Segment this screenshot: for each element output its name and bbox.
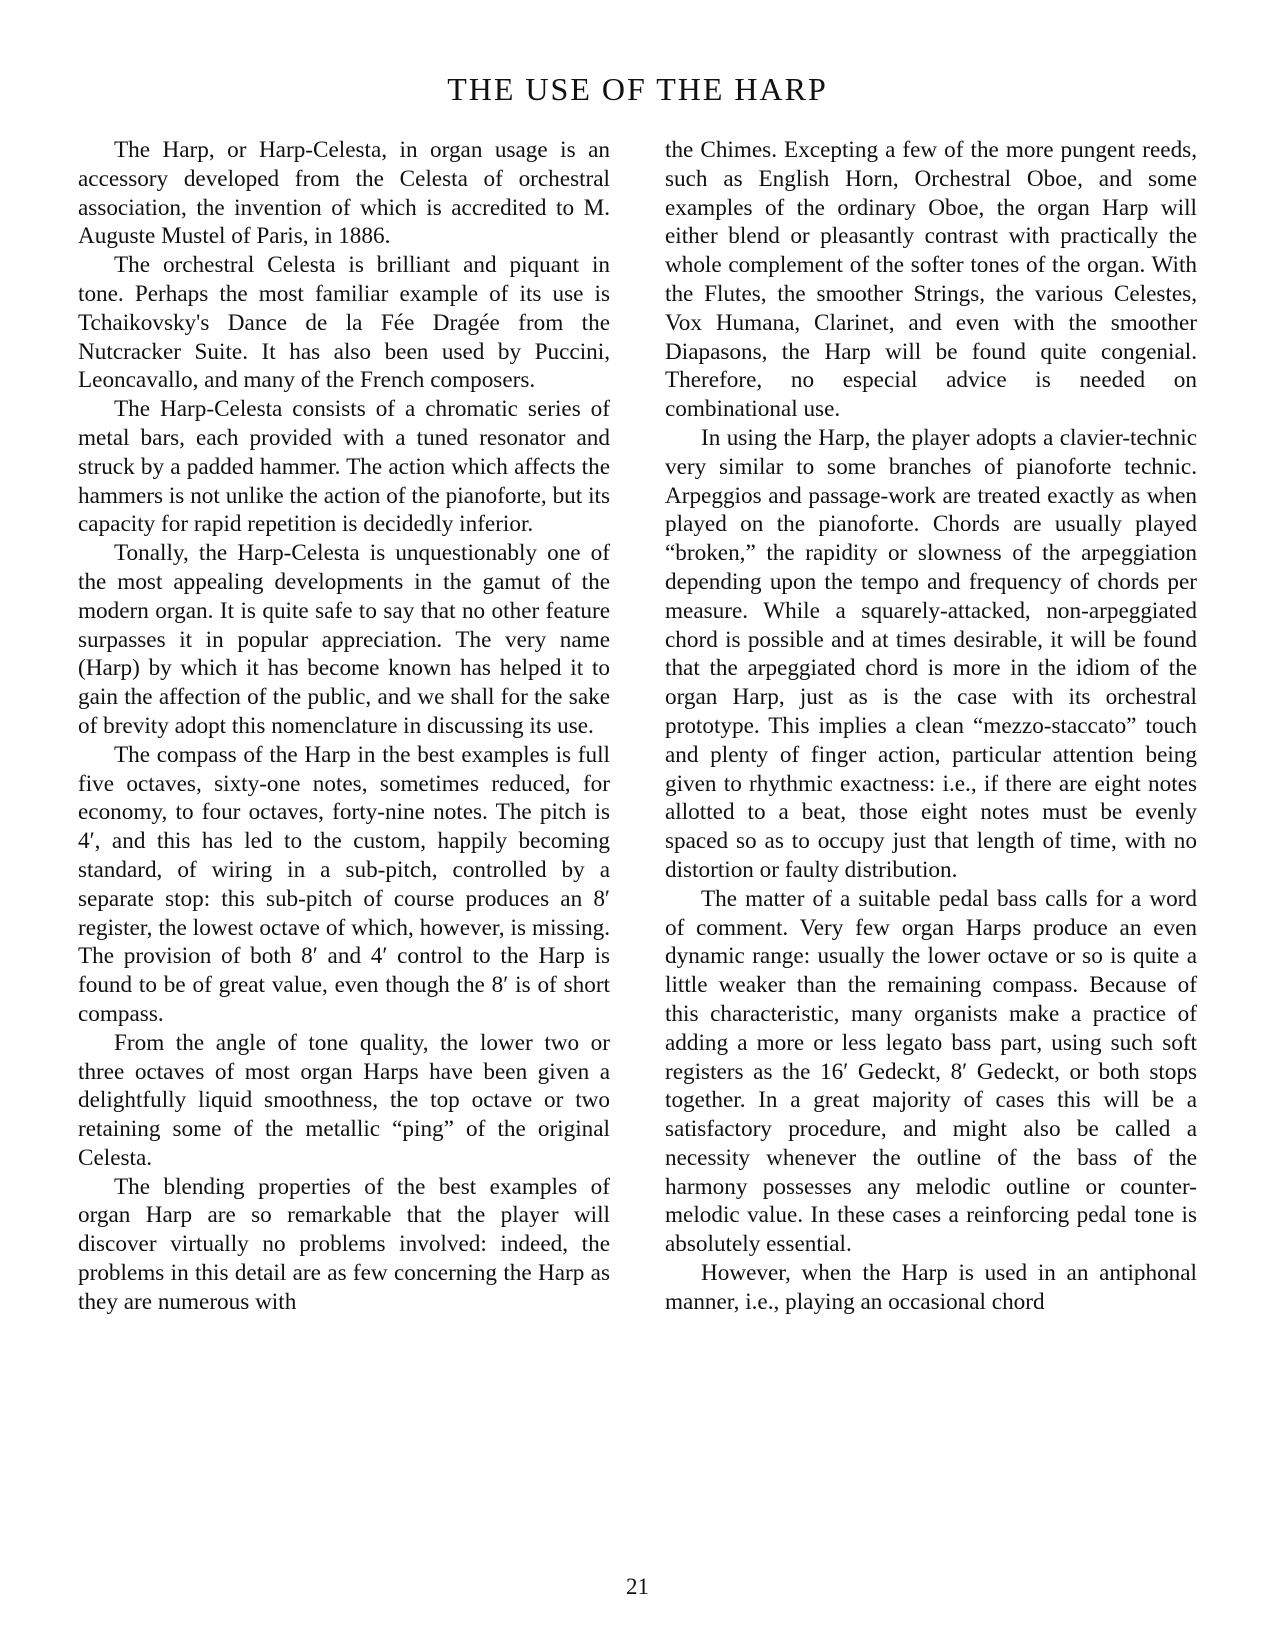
paragraph: Tonally, the Harp-Celesta is unquestionably one of the most appealing developments in the gamut of the modern organ. It is quite safe to say that no other feature surpasses it in popular appreciation. The very name (Harp) by which it has become known has helped it to gain the affection of the public, and we shall for the sake of brevity adopt this nomenclature in discussing its use.	[78, 540, 610, 739]
paragraph: From the angle of tone quality, the lower two or three octaves of most organ Harps have been given a delightfully liquid smoothness, the top octave or two retaining some of the metallic “ping” of the original Celesta.	[78, 1029, 610, 1171]
right-column	[665, 136, 1197, 1317]
paragraph: The compass of the Harp in the best examples is full five octaves, sixty-one notes, sometimes reduced, for economy, to four octaves, forty-nine notes. The pitch is 4′, and this has led to the custom, happily becoming standard, of wiring in a sub-pitch, controlled by a separate stop: this sub-pitch of course produces an 8′ register, the lowest octave of which, however, is missing. The provision of both 8′ and 4′ control to the Harp is found to be of great value, even though the 8′ is of short compass.	[78, 741, 610, 1027]
paragraph: The orchestral Celesta is brilliant and piquant in tone. Perhaps the most familiar example of its use is Tchaikovsky's Dance de la Fée Dragée from the Nutcracker Suite. It has also been used by Puccini, Leoncavallo, and many of the French composers.	[78, 252, 610, 394]
paragraph: In using the Harp, the player adopts a clavier-technic very similar to some branches of pianoforte technic. Arpeggios and passage-work are treated exactly as when played on the pianoforte. Chords are usually played “broken,” the rapidity or slowness of the arpeggiation depending upon the tempo and frequency of chords per measure. While a squarely-attacked, non-arpeggiated chord is possible and at times desirable, it will be found that the arpeggiated chord is more in the idiom of the organ Harp, just as is the case with its orchestral prototype. This implies a clean “mezzo-staccato” touch and plenty of finger action, particular attention being given to rhythmic exactness: i.e., if there are eight notes allotted to a beat, those eight notes must be evenly spaced so as to occupy just that length of time, with no distortion or faulty distribution.	[665, 424, 1197, 883]
paragraph: However, when the Harp is used in an antiphonal manner, i.e., playing an occasional chord	[665, 1260, 1197, 1315]
left-column	[78, 136, 610, 1317]
paragraph: The matter of a suitable pedal bass calls for a word of comment. Very few organ Harps produce an even dynamic range: usually the lower octave or so is quite a little weaker than the remaining compass. Because of this characteristic, many organists make a practice of adding a more or less legato bass part, using such soft registers as the 16′ Gedeckt, 8′ Gedeckt, or both stops together. In a great majority of cases this will be a satisfactory procedure, and might also be called a necessity whenever the outline of the bass of the harmony possesses any melodic outline or counter-melodic value. In these cases a reinforcing pedal tone is absolutely essential.	[665, 885, 1197, 1258]
paragraph: The Harp, or Harp-Celesta, in organ usage is an accessory developed from the Celesta of orchestral association, the invention of which is accredited to M. Auguste Mustel of Paris, in 1886.	[78, 137, 610, 250]
paragraph: The Harp-Celesta consists of a chromatic series of metal bars, each provided with a tuned resonator and struck by a padded hammer. The action which affects the hammers is not unlike the action of the pianoforte, but its capacity for rapid repetition is decidedly inferior.	[78, 396, 610, 538]
page-title: THE USE OF THE HARP	[447, 71, 828, 107]
paragraph: the Chimes. Excepting a few of the more pungent reeds, such as English Horn, Orchestral Oboe, and some examples of the ordinary Oboe, the organ Harp will either blend or pleasantly contrast with practically the whole complement of the softer tones of the organ. With the Flutes, the smoother Strings, the various Celestes, Vox Humana, Clarinet, and even with the smoother Diapasons, the Harp will be found quite congenial. Therefore, no especial advice is needed on combinational use.	[665, 137, 1197, 423]
page-number: 21	[626, 1574, 649, 1599]
paragraph: The blending properties of the best examples of organ Harp are so remarkable that the player will discover virtually no problems involved: indeed, the problems in this detail are as few concerning the Harp as they are numerous with	[78, 1173, 610, 1315]
